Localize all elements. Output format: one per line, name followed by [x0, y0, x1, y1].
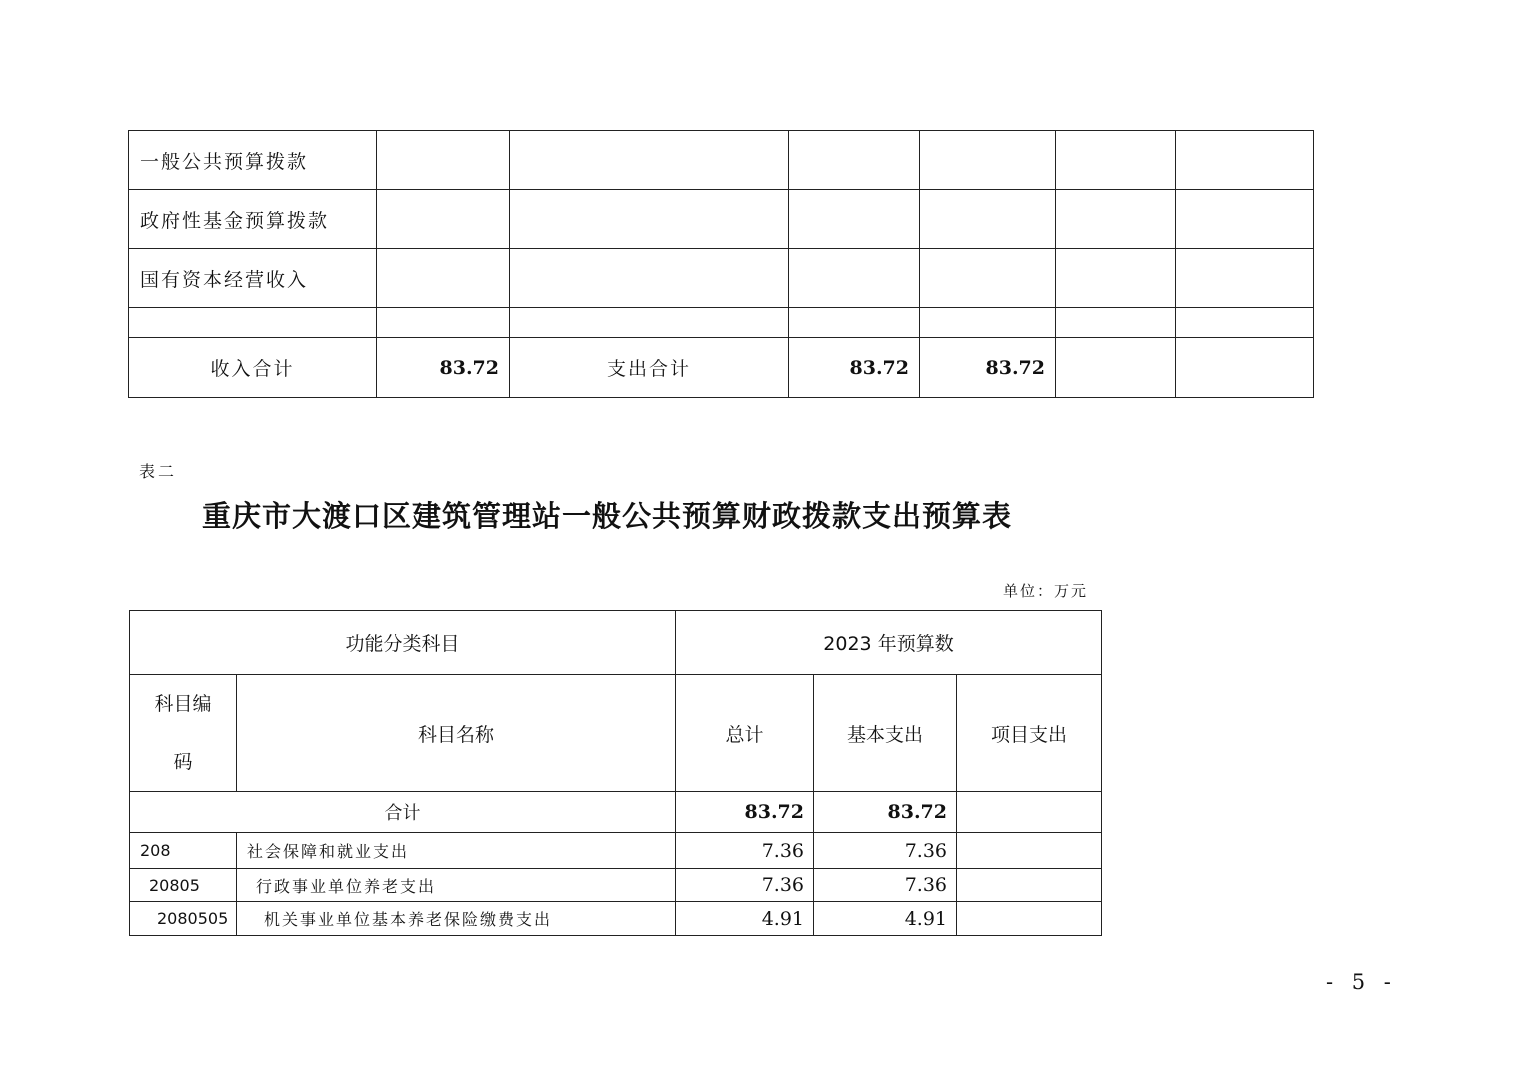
table-row — [130, 902, 1102, 936]
subject-name: 社会保障和就业支出 — [237, 833, 676, 869]
row-label: 政府性基金预算拨款 — [129, 190, 377, 249]
name-header: 科目名称 — [237, 675, 676, 792]
table-row — [129, 190, 1314, 249]
code-header — [130, 675, 237, 792]
basic-header: 基本支出 — [814, 675, 957, 792]
project-value — [957, 833, 1102, 869]
unit-label: 单位：万元 — [1003, 582, 1089, 600]
table-row — [129, 131, 1314, 190]
subject-code: 2080505 — [130, 902, 237, 936]
page-number: - 5 - — [1326, 970, 1397, 994]
total-header: 总计 — [676, 675, 814, 792]
func-category-header: 功能分类科目 — [130, 611, 676, 675]
project-value — [957, 792, 1102, 833]
project-header: 项目支出 — [957, 675, 1102, 792]
budget-table — [129, 610, 1102, 936]
basic-value: 83.72 — [814, 792, 957, 833]
total-label: 合计 — [130, 792, 676, 833]
row-label: 国有资本经营收入 — [129, 249, 377, 308]
basic-value: 7.36 — [814, 833, 957, 869]
subject-code: 208 — [130, 833, 237, 869]
expense-total-value: 83.72 — [789, 338, 920, 398]
total-value: 4.91 — [676, 902, 814, 936]
table-row — [130, 833, 1102, 869]
project-value — [957, 869, 1102, 902]
total-value: 7.36 — [676, 869, 814, 902]
total-value: 83.72 — [676, 792, 814, 833]
expense-total-label: 支出合计 — [510, 338, 789, 398]
table-row — [130, 869, 1102, 902]
subheader-row — [130, 675, 1102, 792]
table-tag: 表二 — [139, 462, 178, 481]
project-value — [957, 902, 1102, 936]
page-title: 重庆市大渡口区建筑管理站一般公共预算财政拨款支出预算表 — [202, 499, 1013, 533]
budget-year-header: 2023 年预算数 — [676, 611, 1102, 675]
row-label — [129, 308, 377, 338]
basic-value: 7.36 — [814, 869, 957, 902]
subject-name: 行政事业单位养老支出 — [237, 869, 676, 902]
code-header-line2: 码 — [173, 751, 193, 773]
row-label: 一般公共预算拨款 — [129, 131, 377, 190]
header-row — [130, 611, 1102, 675]
table-row — [129, 249, 1314, 308]
income-total-value: 83.72 — [377, 338, 510, 398]
subject-name: 机关事业单位基本养老保险缴费支出 — [237, 902, 676, 936]
total-row — [130, 792, 1102, 833]
total-row — [129, 338, 1314, 398]
total-value: 7.36 — [676, 833, 814, 869]
subject-code: 20805 — [130, 869, 237, 902]
table-row — [129, 308, 1314, 338]
code-header-line1: 科目编 — [154, 693, 212, 715]
revenue-expense-table — [128, 130, 1314, 398]
expense-subtotal-value: 83.72 — [920, 338, 1056, 398]
income-total-label: 收入合计 — [129, 338, 377, 398]
basic-value: 4.91 — [814, 902, 957, 936]
